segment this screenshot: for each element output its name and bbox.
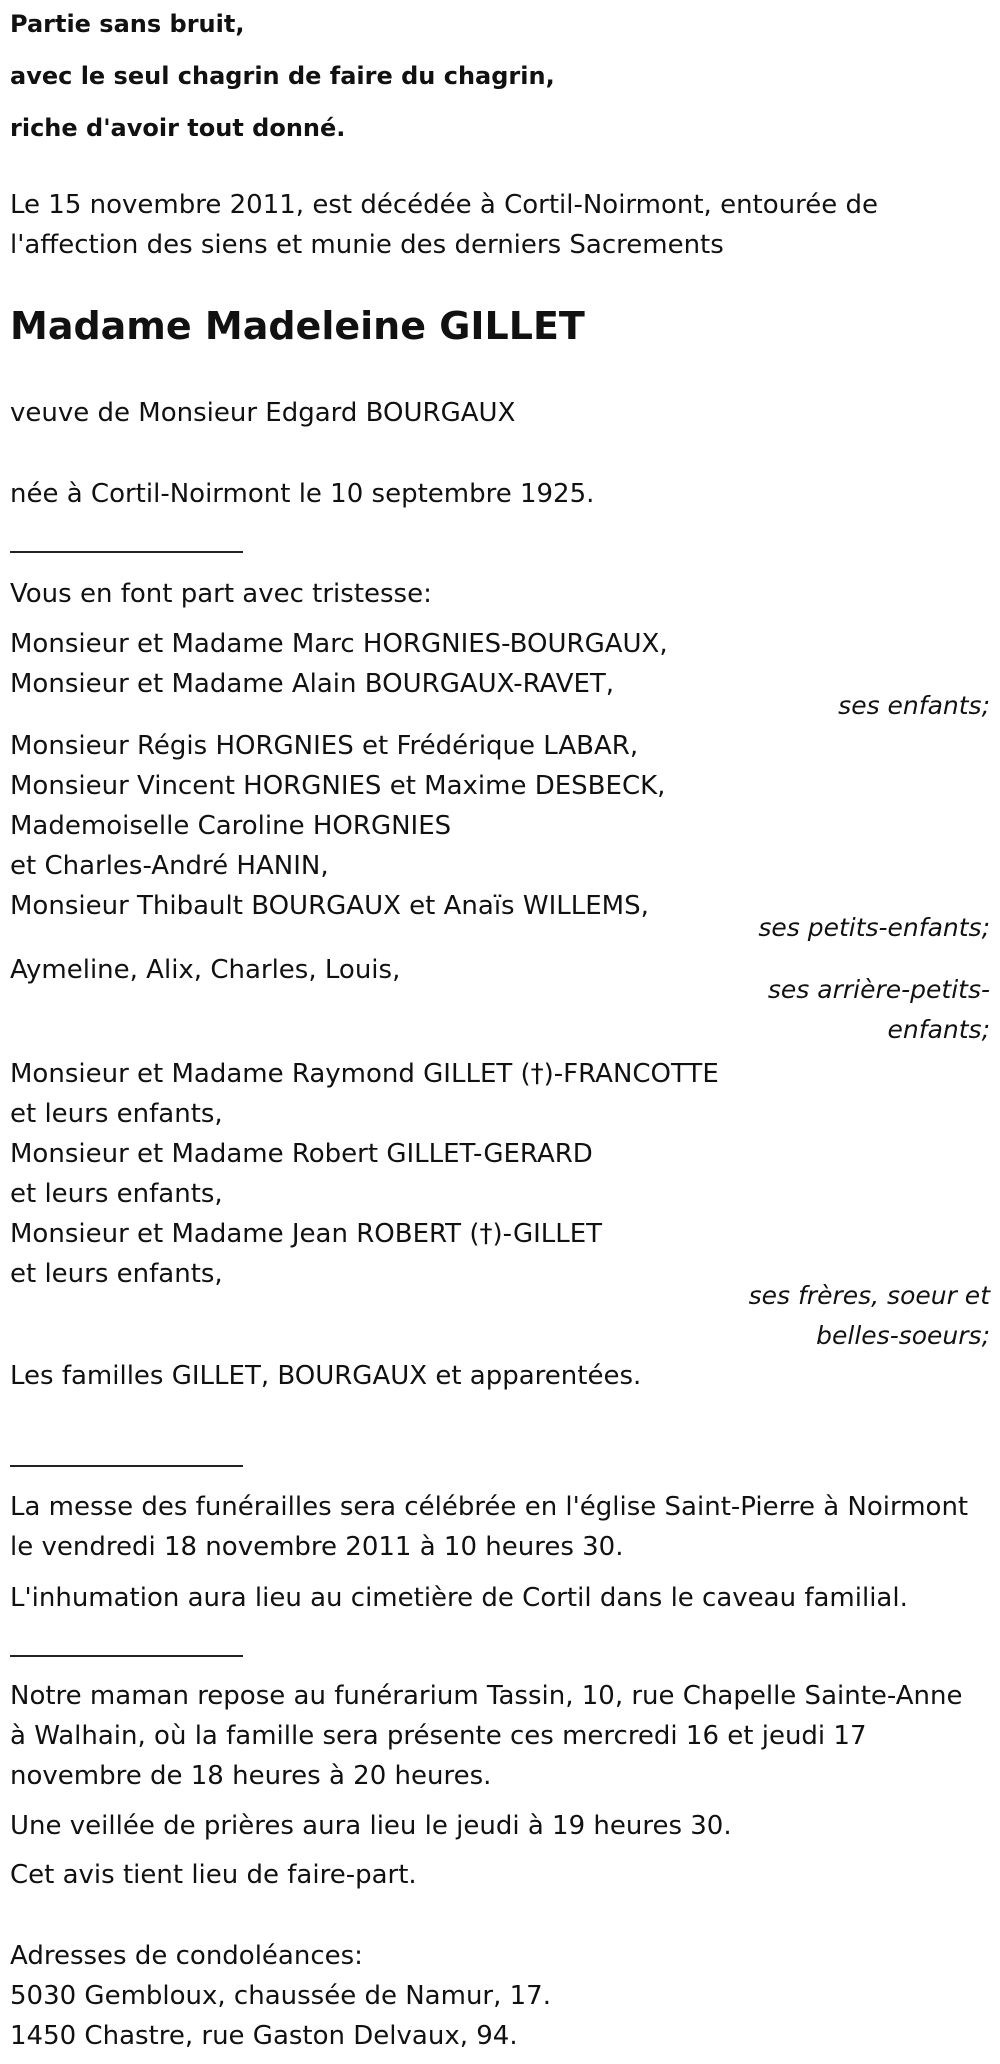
relation-label: ses arrière-petits- — [767, 975, 990, 1004]
funeral-line: le vendredi 18 novembre 2011 à 10 heures 30. — [10, 1532, 624, 1562]
family-member-line: Monsieur et Madame Alain BOURGAUX-RAVET, — [10, 669, 615, 699]
families-line: Les familles GILLET, BOURGAUX et apparentées. — [10, 1361, 642, 1391]
condolence-address: 5030 Gembloux, chaussée de Namur, 17. — [10, 1981, 551, 2011]
separator — [10, 551, 243, 553]
rest-line: à Walhain, où la famille sera présente ces mercredi 16 et jeudi 17 — [10, 1721, 867, 1751]
family-member-line: Mademoiselle Caroline HORGNIES — [10, 811, 452, 841]
intro-line: riche d'avoir tout donné. — [10, 114, 346, 142]
family-member-line: et leurs enfants, — [10, 1259, 223, 1289]
family-member-line: Monsieur Vincent HORGNIES et Maxime DESBECK, — [10, 771, 666, 801]
funeral-line: La messe des funérailles sera célébrée en l'église Saint-Pierre à Noirmont — [10, 1492, 969, 1522]
family-member-line: Monsieur et Madame Robert GILLET-GERARD — [10, 1139, 593, 1169]
family-member-line: et leurs enfants, — [10, 1099, 223, 1129]
birth-info: née à Cortil-Noirmont le 10 septembre 1925. — [10, 479, 595, 509]
separator — [10, 1655, 243, 1657]
intro-line: Partie sans bruit, — [10, 10, 245, 38]
relation-label: ses enfants; — [838, 691, 990, 720]
rest-line: Notre maman repose au funérarium Tassin, 10, rue Chapelle Sainte-Anne — [10, 1681, 963, 1711]
burial-line: L'inhumation aura lieu au cimetière de Cortil dans le caveau familial. — [10, 1583, 908, 1613]
announcement-line: l'affection des siens et munie des derniers Sacrements — [10, 230, 724, 260]
family-member-line: Monsieur et Madame Raymond GILLET (†)-FRANCOTTE — [10, 1059, 719, 1089]
vigil-line: Une veillée de prières aura lieu le jeudi à 19 heures 30. — [10, 1811, 732, 1841]
deceased-name: Madame Madeleine GILLET — [10, 304, 585, 348]
announcement-line: Le 15 novembre 2011, est décédée à Cortil-Noirmont, entourée de — [10, 190, 879, 220]
relation-label: ses frères, soeur et — [748, 1281, 990, 1310]
condolences-title: Adresses de condoléances: — [10, 1941, 363, 1971]
family-member-line: et Charles-André HANIN, — [10, 851, 329, 881]
relation-label: belles-soeurs; — [816, 1321, 990, 1350]
notice-note: Cet avis tient lieu de faire-part. — [10, 1860, 417, 1890]
condolence-address: 1450 Chastre, rue Gaston Delvaux, 94. — [10, 2021, 518, 2051]
family-member-line: Monsieur Thibault BOURGAUX et Anaïs WILLEMS, — [10, 891, 649, 921]
family-member-line: et leurs enfants, — [10, 1179, 223, 1209]
rest-line: novembre de 18 heures à 20 heures. — [10, 1761, 492, 1791]
separator — [10, 1465, 243, 1467]
family-member-line: Aymeline, Alix, Charles, Louis, — [10, 955, 401, 985]
family-member-line: Monsieur et Madame Jean ROBERT (†)-GILLET — [10, 1219, 603, 1249]
relation-label: enfants; — [887, 1015, 990, 1044]
relation-label: ses petits-enfants; — [758, 913, 990, 942]
widow-of: veuve de Monsieur Edgard BOURGAUX — [10, 398, 516, 428]
family-member-line: Monsieur et Madame Marc HORGNIES-BOURGAUX, — [10, 629, 668, 659]
obituary-notice — [10, 0, 990, 2064]
family-member-line: Monsieur Régis HORGNIES et Frédérique LABAR, — [10, 731, 639, 761]
intro-line: avec le seul chagrin de faire du chagrin, — [10, 62, 555, 90]
notice-intro: Vous en font part avec tristesse: — [10, 579, 432, 609]
